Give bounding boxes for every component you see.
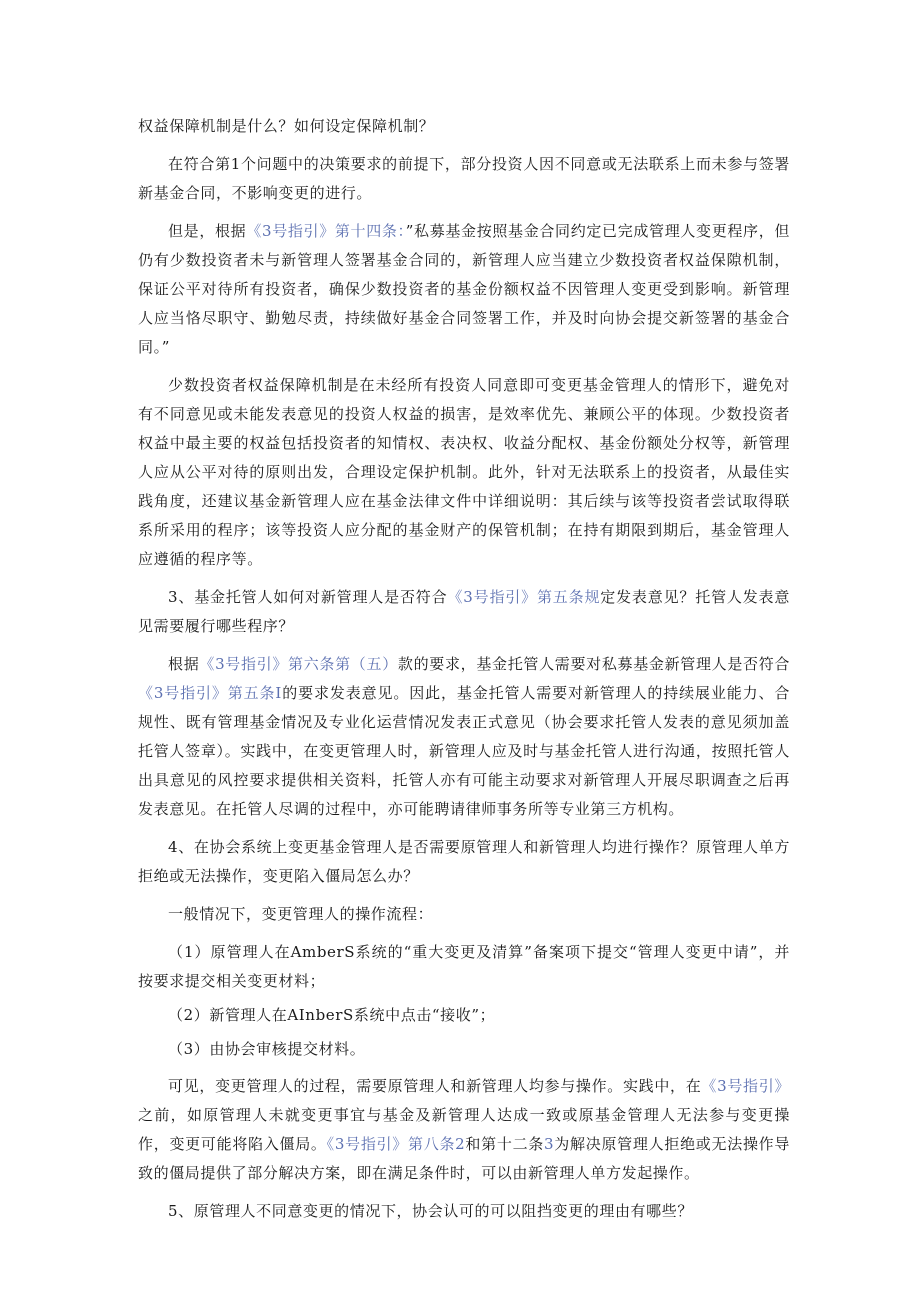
reference-link[interactable]: 《3号指引》第五条规 [447, 588, 601, 606]
text-segment: 5、原管理人不同意变更的情况下，协会认可的可以阻挡变更的理由有哪些？ [168, 1202, 693, 1220]
reference-link[interactable]: 3 [544, 1135, 555, 1153]
text-segment: （1）原管理人在AmberS系统的“重大变更及清算”备案项下提交“管理人变更中请”，并按要求提交相关变更材料； [138, 943, 790, 990]
text-segment: 但是，根据 [168, 222, 247, 240]
paragraph [138, 371, 790, 574]
text-segment: 一般情况下，变更管理人的操作流程： [168, 905, 434, 923]
paragraph [138, 1072, 790, 1188]
paragraph [138, 1001, 790, 1030]
text-segment: ”私募基金按照基金合同约定已完成管理人变更程序，但仍有少数投资者未与新管理人签署基金合同的，新管理人应当建立少数投资者权益保隙机制，保证公平对待所有投资者，确保少数投资者的基金份额权益不因管理人变更受到影响。新管理人应当恪尽职守、勤勉尽责，持续做好基金合同签署工作，并及时向协会提交新签署的基金合同。” [138, 222, 790, 356]
text-segment: 可见，变更管理人的过程，需要原管理人和新管理人均参与操作。实践中，在 [168, 1077, 702, 1095]
reference-link[interactable]: 《3号指引》第十四条： [246, 222, 406, 240]
text-segment: 少数投资者权益保障机制是在未经所有投资人同意即可变更基金管理人的情形下，避免对有不同意见或未能发表意见的投资人权益的损害，是效率优先、兼顾公平的体现。少数投资者权益中最主要的权益包括投资者的知情权、表决权、收益分配权、基金份额处分权等，新管理人应从公平对待的原则出发，合理设定保护机制。此外，针对无法联系上的投资者，从最佳实践角度，还建议基金新管理人应在基金法律文件中详细说明：其后续与该等投资者尝试取得联系所采用的程序；该等投资人应分配的基金财产的保管机制；在持有期限到期后，基金管理人应遵循的程序等。 [138, 376, 790, 568]
paragraph [138, 833, 790, 891]
paragraph [138, 1197, 790, 1226]
text-segment: 权益保障机制是什么？如何设定保障机制？ [138, 117, 435, 135]
text-segment: 为解决原管理人拒绝或无法操作导致的僵局提供了部分解决方案，即在满足条件时，可以由新管理人单方发起操作。 [138, 1135, 790, 1182]
paragraph [138, 150, 790, 208]
text-segment: 的要求发表意见。因此，基金托管人需要对新管理人的持续展业能力、合规性、既有管理基金情况及专业化运营情况发表正式意见（协会要求托管人发表的意见须加盖托管人签章）。实践中，在变更管理人时，新管理人应及时与基金托管人进行沟通，按照托管人出具意见的风控要求提供相关资料，托管人亦有可能主动要求对新管理人开展尽职调查之后再发表意见。在托管人尽调的过程中，亦可能聘请律师事务所等专业第三方机构。 [138, 684, 790, 818]
paragraph [138, 112, 790, 141]
paragraph [138, 583, 790, 641]
reference-link[interactable]: 《3号指引》第六条第（五） [199, 655, 398, 673]
reference-link[interactable]: 《3号指引》 [701, 1077, 790, 1095]
paragraph [138, 938, 790, 996]
text-segment: （3）由协会审核提交材料。 [168, 1040, 366, 1058]
text-segment: 和第十二条 [465, 1135, 545, 1153]
document-page [138, 112, 790, 1235]
reference-link[interactable]: 《3号指引》第五条Ⅰ [138, 684, 283, 702]
paragraph [138, 900, 790, 929]
paragraph [138, 217, 790, 362]
text-segment: 3、基金托管人如何对新管理人是否符合 [168, 588, 448, 606]
text-segment: 4、在协会系统上变更基金管理人是否需要原管理人和新管理人均进行操作？原管理人单方拒绝或无法操作，变更陷入僵局怎么办？ [138, 838, 790, 885]
text-segment: 款的要求，基金托管人需要对私募基金新管理人是否符合 [397, 655, 790, 673]
text-segment: 在符合第1个问题中的决策要求的前提下，部分投资人因不同意或无法联系上而未参与签署新基金合同，不影响变更的进行。 [138, 155, 790, 202]
reference-link[interactable]: 《3号指引》第八条2 [326, 1135, 466, 1153]
text-segment: （2）新管理人在AInberS系统中点击“接收”； [168, 1006, 496, 1024]
paragraph [138, 1035, 790, 1064]
text-segment: 根据 [168, 655, 200, 673]
paragraph [138, 650, 790, 824]
text-segment: 之前，如原管理人未就变更事宜与基金及新管理人达成一致或原基金管理人无法参与变更操作，变更可能将陷入僵局。 [138, 1106, 790, 1153]
text-segment: 定发表意见？托管人发表意见需要履行哪些程序？ [138, 588, 790, 635]
